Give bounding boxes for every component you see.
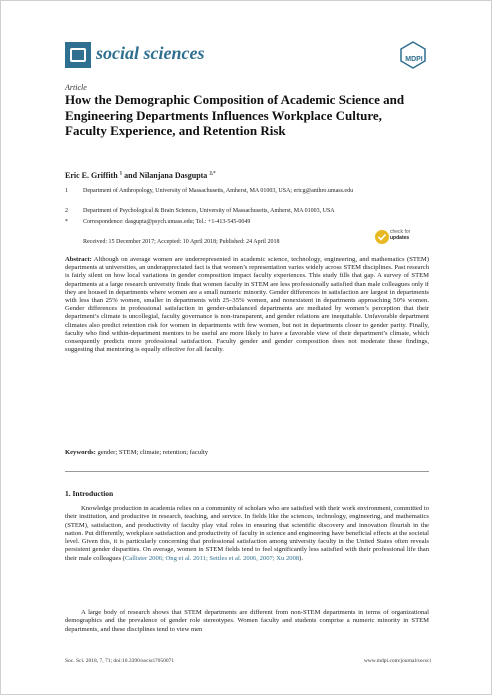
abstract-text: Although on average women are underrepresented in academic science, technology, engineering, and mathematics (STEM) departments at universities, an underappreciated fact is that women’s representation varies widely across STEM disciplines. Past research is fairly silent on how local variations in gender composition impact faculty experiences. This study fills that gap. A survey of STEM departments at a large research university finds that women faculty in STEM are less professionally satisfied than male colleagues only if they are housed in departments where women are a small numeric minority. Gender differences in satisfaction are largest in departments with less than 25% women, smaller in departments with 25–35% women, and nonexistent in departments approaching 50% women. Gender differences in professional satisfaction in gender-unbalanced departments are mediated by women’s perception that their department’s climate is uncollegial, faculty governance is non-transparent, and gender relations are inequitable. Unfavorable department climates also predict retention risk for women in departments with few women, but not in departments closer to gender parity. Finally, faculty who find within-department mentors to be useful are more likely to have a favorable view of their department’s climate, which consequently predicts more professional satisfaction. Faculty gender and gender composition does not moderate these findings, suggesting that mentoring is equally effective for all faculty. bbox=[65, 256, 429, 354]
intro-paragraph-1 bbox=[65, 505, 429, 563]
author-name[interactable]: Nilanjana Dasgupta bbox=[139, 171, 208, 180]
author-conjunction: and bbox=[124, 171, 138, 180]
affiliation-2 bbox=[65, 207, 415, 216]
intro-paragraph-2: A large body of research shows that STEM departments are different from non-STEM departments in terms of organizational demographics and the prevalence of gender role stereotypes. Women faculty and students comprise a numeric minority in STEM departments, and these disciplines tend to view men bbox=[65, 609, 429, 633]
affiliation-number: 1 bbox=[65, 188, 68, 194]
author-affiliation-mark: 1 bbox=[119, 171, 123, 177]
abstract-label: Abstract: bbox=[65, 256, 92, 263]
section-heading: 1. Introduction bbox=[65, 489, 114, 498]
paragraph-text: Knowledge production in academia relies on a community of scholars who are satisfied with their work environment, committed to their institution, and productive in research, teaching, and service. In fields like the sciences, technology, engineering, and mathematics (STEM), satisfaction, and productivity of faculty play vital roles in ensuring that scientific discovery and innovation flourish in the nation. Put differently, workplace satisfaction and productivity of faculty in science and engineering have beneficial effects at the societal level. Given this, it is particularly concerning that professional satisfaction among university faculty in the United States often reveals persistent gender disparities. On average, women in STEM fields tend to feel significantly less satisfied with their professional life than their male colleagues ( bbox=[65, 505, 429, 562]
affiliation-text: Department of Anthropology, University of Massachusetts, Amherst, MA 01003, USA; ericg@anthro.umass.edu bbox=[83, 188, 354, 194]
keywords bbox=[65, 449, 429, 456]
affiliation-text: Department of Psychological & Brain Sciences, University of Massachusetts, Amherst, MA 01003, USA bbox=[83, 208, 335, 214]
keywords-text: gender; STEM; climate; retention; faculty bbox=[97, 449, 209, 456]
article-type: Article bbox=[65, 83, 87, 92]
author-name[interactable]: Eric E. Griffith bbox=[65, 171, 118, 180]
affiliation-number: * bbox=[65, 219, 68, 225]
paragraph-text: ). bbox=[299, 554, 304, 562]
journal-logo-icon bbox=[65, 42, 91, 68]
affiliation-1 bbox=[65, 187, 415, 196]
article-title: How the Demographic Composition of Academic Science and Engineering Departments Influences Workplace Culture, Faculty Experience, and Retention Risk bbox=[65, 92, 405, 138]
check-for-updates-line1: check for bbox=[390, 229, 411, 235]
check-for-updates-line2: updates bbox=[390, 234, 410, 241]
journal-name: social sciences bbox=[96, 43, 205, 63]
divider bbox=[65, 471, 429, 472]
check-for-updates-label[interactable] bbox=[390, 230, 410, 241]
affiliation-text[interactable]: Correspondence: dasgupta@psych.umass.edu; Tel.: +1-413-545-0049 bbox=[83, 219, 251, 225]
correspondence bbox=[65, 218, 415, 227]
keywords-label: Keywords: bbox=[65, 449, 96, 456]
author-affiliation-mark: 2,* bbox=[209, 171, 216, 177]
abstract bbox=[65, 256, 429, 354]
citation-links[interactable]: Callister 2006; Ong et al. 2011; Settles et al. 2006, 2007; Xu 2008 bbox=[124, 554, 300, 562]
publication-dates: Received: 15 December 2017; Accepted: 10 April 2018; Published: 24 April 2018 bbox=[83, 239, 280, 245]
author-list bbox=[65, 171, 216, 180]
affiliation-number: 2 bbox=[65, 208, 68, 214]
footer-url[interactable]: www.mdpi.com/journal/socsci bbox=[363, 658, 431, 664]
publisher-name: MDPI bbox=[405, 56, 423, 63]
mdpi-logo-icon bbox=[399, 41, 427, 69]
footer-citation: Soc. Sci. 2018, 7, 71; doi:10.3390/socsci7050071 bbox=[65, 658, 175, 664]
